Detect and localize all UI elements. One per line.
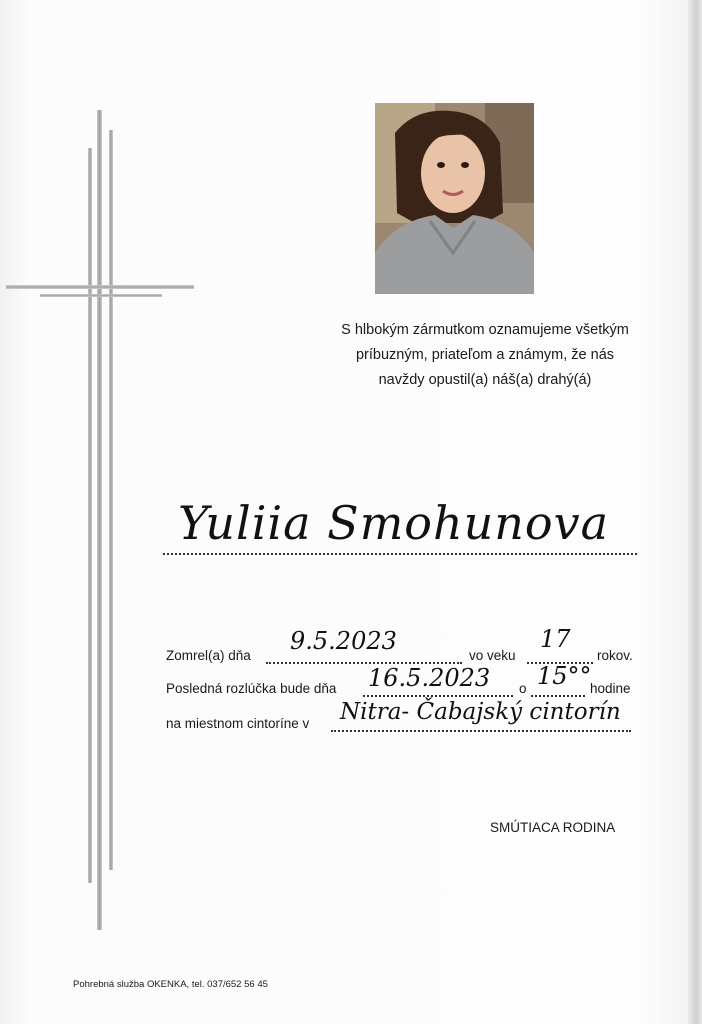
hour-label: hodine bbox=[590, 681, 631, 696]
farewell-label: Posledná rozlúčka bude dňa bbox=[166, 681, 337, 696]
dotted-line bbox=[531, 695, 585, 697]
died-date: 9.5.2023 bbox=[290, 627, 397, 655]
age-label: vo veku bbox=[469, 648, 516, 663]
age-value: 17 bbox=[540, 625, 571, 653]
at-label: o bbox=[519, 681, 527, 696]
announcement-line: príbuzným, priateľom a známym, že nás bbox=[355, 347, 615, 363]
died-label: Zomrel(a) dňa bbox=[166, 648, 251, 663]
announcement-line: S hlbokým zármutkom oznamujeme všetkým bbox=[341, 322, 629, 338]
years-label: rokov. bbox=[597, 648, 633, 663]
dotted-line bbox=[331, 730, 631, 732]
signoff: SMÚTIACA RODINA bbox=[490, 820, 616, 835]
dotted-line bbox=[363, 695, 513, 697]
announcement-line: navždy opustil(a) náš(a) drahý(á) bbox=[378, 372, 592, 388]
portrait-photo bbox=[375, 103, 534, 294]
cemetery-label: na miestnom cintoríne v bbox=[166, 716, 310, 731]
deceased-name: Yuliia Smohunova bbox=[178, 496, 609, 550]
footer-funeral-service: Pohrebná služba OKENKA, tel. 037/652 56 45 bbox=[73, 979, 268, 990]
cemetery-name: Nitra- Čabajský cintorín bbox=[340, 699, 621, 725]
announcement-text bbox=[300, 318, 670, 393]
farewell-date: 16.5.2023 bbox=[368, 664, 491, 692]
name-dotted-line bbox=[163, 553, 637, 555]
ceremony-time: 15°° bbox=[537, 662, 592, 690]
